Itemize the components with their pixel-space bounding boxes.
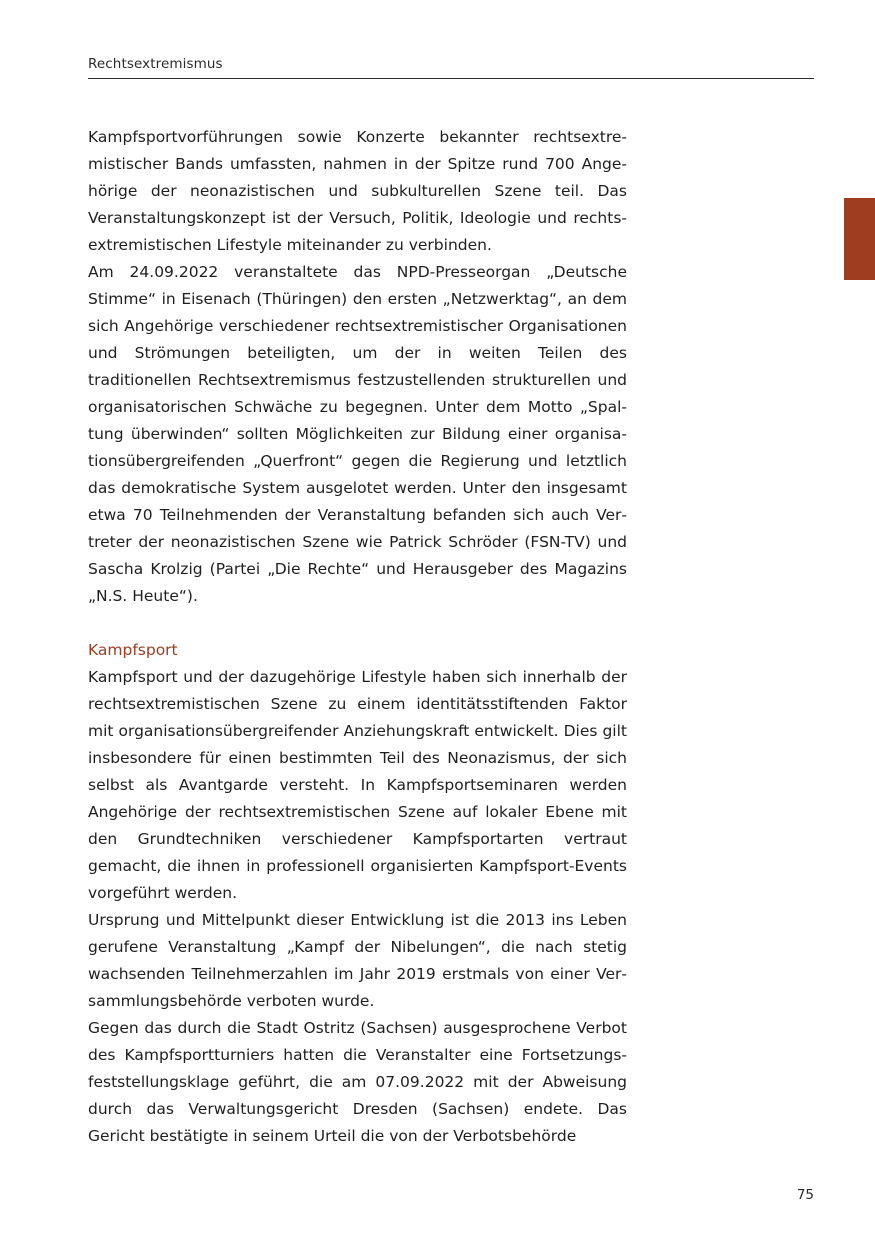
page-number: 75 — [796, 1187, 814, 1203]
body-paragraph: Kampfsportvorführungen sowie Konzerte bekannter rechtsextremistischer Bands umfassten, nahmen in der Spitze rund 700 Angehörige der neonazistischen und subkulturellen Szene teil. Das Veranstaltungskonzept ist der Versuch, Politik, Ideologie und rechtsextremistischen Lifestyle miteinander zu verbinden. — [88, 128, 627, 254]
body-paragraph: Kampfsport und der dazugehörige Lifestyle haben sich innerhalb der rechtsextremistischen Szene zu einem identitätsstiftenden Faktor mit organisationsübergreifender Anziehungskraft entwickelt. Dies gilt insbesondere für einen bestimmten Teil des Neonazismus, der sich selbst als Avantgarde versteht. In Kampfsportseminaren werden Angehörige der rechtsextremistischen Szene auf lokaler Ebene mit den Grundtechniken verschiedener Kampfsportarten vertraut gemacht, die ihnen in professionell organisierten Kampfsport-Events vorgeführt werden. — [88, 668, 627, 902]
section-heading: Kampfsport — [88, 641, 178, 659]
chapter-marker-tab — [844, 198, 875, 280]
header-divider — [88, 78, 814, 79]
running-head-title: Rechtsextremismus — [88, 56, 223, 72]
page-body — [88, 124, 627, 1150]
body-paragraph: Ursprung und Mittelpunkt dieser Entwicklung ist die 2013 ins Leben gerufene Veranstaltung „Kampf der Nibelungen“, die nach stetig wachsenden Teilnehmerzahlen im Jahr 2019 erstmals von einer Versammlungsbehörde verboten wurde. — [88, 911, 627, 1010]
section-spacer — [88, 610, 627, 637]
body-paragraph: Gegen das durch die Stadt Ostritz (Sachsen) ausgesprochene Verbot des Kampfsportturniers hatten die Veranstalter eine Fortsetzungsfeststellungsklage geführt, die am 07.09.2022 mit der Abweisung durch das Verwaltungsgericht Dresden (Sachsen) endete. Das Gericht bestätigte in seinem Urteil die von der Verbotsbehörde — [88, 1019, 627, 1145]
body-paragraph: Am 24.09.2022 veranstaltete das NPD-Presseorgan „Deutsche Stimme“ in Eisenach (Thüringen) den ersten „Netzwerktag“, an dem sich Angehörige verschiedener rechtsextremistischer Organisationen und Strömungen beteiligten, um der in weiten Teilen des traditionellen Rechtsextremismus festzustellenden strukturellen und organisatorischen Schwäche zu begegnen. Unter dem Motto „Spaltung überwinden“ sollten Möglichkeiten zur Bildung einer organisationsübergreifenden „Querfront“ gegen die Regierung und letztlich das demokratische System ausgelotet werden. Unter den insgesamt etwa 70 Teilnehmenden der Veranstaltung befanden sich auch Vertreter der neonazistischen Szene wie Patrick Schröder (FSN-TV) und Sascha Krolzig (Partei „Die Rechte“ und Herausgeber des Magazins „N.S. Heute“). — [88, 263, 627, 605]
